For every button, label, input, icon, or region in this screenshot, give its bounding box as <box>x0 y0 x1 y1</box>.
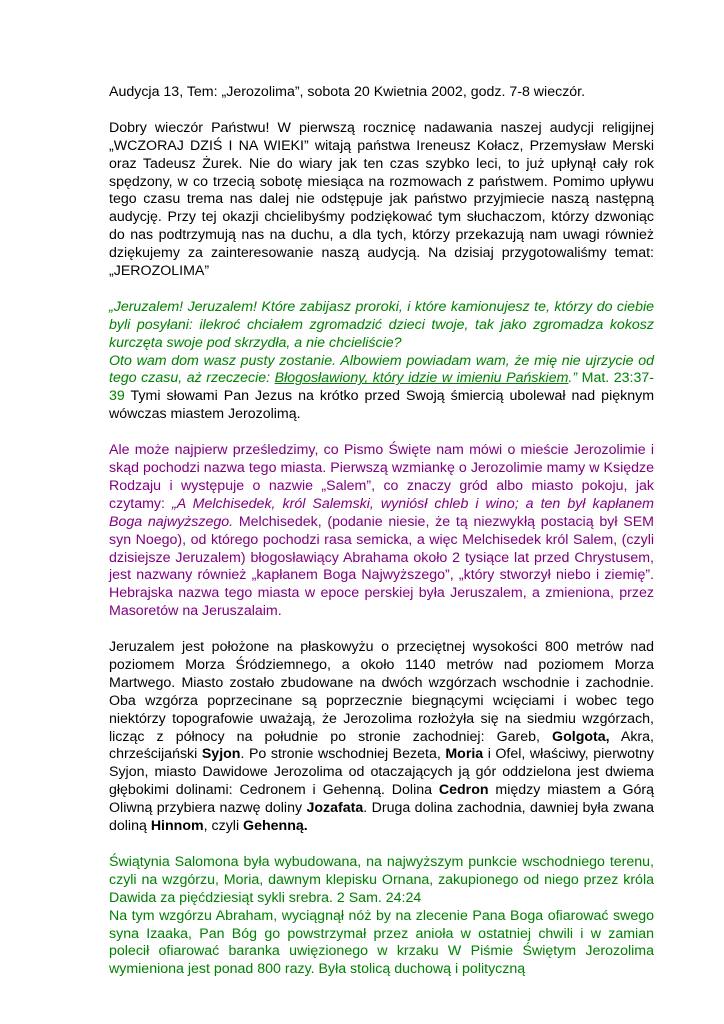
temple-paragraph: Świątynia Salomona była wybudowana, na najwyższym punkcie wschodniego terenu, czyli na wzgórzu, Moria, dawnym klepisku Ornana, zakupionego od niego przez króla Dawida za pięćdziesiąt sykli srebra. 2 Sam. 24:24 <box>109 853 654 906</box>
melchisedek-quote: „A Melchisedek, król Salemski, wyniósł chleb i wino; a ten był kapłanem Boga najwyższego. <box>109 495 654 530</box>
document-page <box>109 84 654 979</box>
salem-name-paragraph <box>109 442 654 621</box>
geo-text-5: między miastem a Górą Oliwną przybiera nazwę doliny <box>109 782 654 817</box>
geo-text-2: Akra, chrześcijański <box>109 728 654 763</box>
geo-gehenna: Gehenną. <box>243 818 308 835</box>
quote-reference: Mat. 23:37-39 <box>109 370 654 405</box>
broadcast-header: Audycja 13, Tem: „Jerozolima”, sobota 20 Kwietnia 2002, godz. 7-8 wieczór. <box>109 84 586 100</box>
geography-paragraph <box>109 639 654 836</box>
geo-text-1: Jeruzalem jest położone na płaskowyżu o przeciętnej wysokości 800 metrów nad poziomem Morza Śródziemnego, a około 1140 metrów nad poziomem Morza Martwego. Miasto zostało zbudowane na dwóch wzgórzach wschodnie i zachodnie. Oba wzgórza poprzecinane są poprzecznie biegnącymi wcięciami i wobec tego niektórzy topografowie uważają, że Jerozolima rozłożyła się na siedmiu wzgórzach, licząc z północy na południe po stronie zachodniej: Gareb, <box>109 639 654 745</box>
quote-comment: Tymi słowami Pan Jezus na krótko przed Swoją śmiercią ubolewał nad pięknym wówczas miastem Jerozolimą. <box>109 388 655 423</box>
quote-closing: .” <box>568 370 578 387</box>
geo-cedron: Cedron <box>438 782 489 799</box>
salem-text-2: Melchisedek, (podanie niesie, że tą niezwykłą postacią był SEM syn Noego), od którego pochodzi rasa semicka, a więc Melchisedek król Salem, (czyli dzisiejsze Jeruzalem) błogosławiący Abrahama około 2 tysiące lat przed Chrystusem, jest nazwany również „kapłanem Boga Najwyższego”, „który stworzył niebo i ziemię”. Hebrajska nazwa tego miasta w epoce perskiej była Jeruszalem, a zmieniona, przez Masoretów na Jeruszalaim. <box>109 513 655 620</box>
geo-moria: Moria <box>445 746 484 763</box>
quote-underlined-text: Błogosławiony, który idzie w imieniu Pańskiem <box>274 370 569 387</box>
geo-text-3: . Po stronie wschodniej Bezeta, <box>240 746 446 763</box>
quote-part-1: „Jeruzalem! Jeruzalem! Które zabijasz proroki, i które kamionujesz te, którzy do ciebie byli posyłani: ilekroć chciałem zgromadzić dzieci twoje, tak jako zgromadza kokosz kurczęta swoje pod skrzydła, a nie chcieliście? <box>109 298 654 351</box>
geo-jozafata: Jozafata <box>306 800 364 817</box>
geo-syjon: Syjon <box>201 746 241 763</box>
abraham-paragraph: Na tym wzgórzu Abraham, wyciągnął nóż by na zlecenie Pana Boga ofiarować swego syna Izaaka, Pan Bóg go powstrzymał przez anioła w ostatniej chwili i w zamian polecił ofiarować baranka uwięzionego w krzaku W Piśmie Świętym Jerozolima wymieniona jest ponad 800 razy. Była stolicą duchową i polityczną <box>109 907 654 978</box>
quote-part-2: Oto wam dom wasz pusty zostanie. Albowiem powiadam wam, że mię nie ujrzycie od tego czasu, aż rzeczecie: <box>109 352 654 387</box>
geo-text-7: , czyli <box>203 818 244 835</box>
scripture-quote-paragraph <box>109 299 654 424</box>
geo-text-4: i Ofel, właściwy, pierwotny Syjon, miasto Dawidowe Jerozolima od otaczających ją gór oddzielona jest dwiema głębokimi dolinami: Cedronem i Gehenną. Dolina <box>109 746 654 799</box>
intro-paragraph: Dobry wieczór Państwu! W pierwszą rocznicę nadawania naszej audycji religijnej „WCZORAJ DZIŚ I NA WIEKI” witają państwa Ireneusz Kołacz, Przemysław Merski oraz Tadeusz Żurek. Nie do wiary jak ten czas szybko leci, to już upłynął cały rok spędzony, w co trzecią sobotę miesiąca na rozmowach z państwem. Pomimo upływu tego czasu trema nas dalej nie odstępuje jak państwo przyjmiecie naszą następną audycję. Przy tej okazji chcielibyśmy podziękować tym słuchaczom, którzy dzwoniąc do nas podtrzymują nas na duchu, a dla tych, którzy przekazują nam uwagi również dziękujemy za zainteresowanie naszą audycją. Na dzisiaj przygotowaliśmy temat: „JEROZOLIMA” <box>109 119 654 280</box>
quote-underlined-phrase <box>275 370 569 386</box>
salem-text-1: Ale może najpierw prześledzimy, co Pismo Święte nam mówi o mieście Jerozolimie i skąd pochodzi nazwa tego miasta. Pierwszą wzmiankę o Jerozolimie mamy w Księdze Rodzaju i występuje o nazwie „Salem”, co znaczy gród albo miasto pokoju, jak czytamy: <box>109 442 654 512</box>
geo-hinnom: Hinnom <box>150 818 204 835</box>
geo-golgota: Golgota, <box>552 728 610 745</box>
geo-text-6: . Druga dolina zachodnia, dawniej była zwana doliną <box>109 800 654 835</box>
